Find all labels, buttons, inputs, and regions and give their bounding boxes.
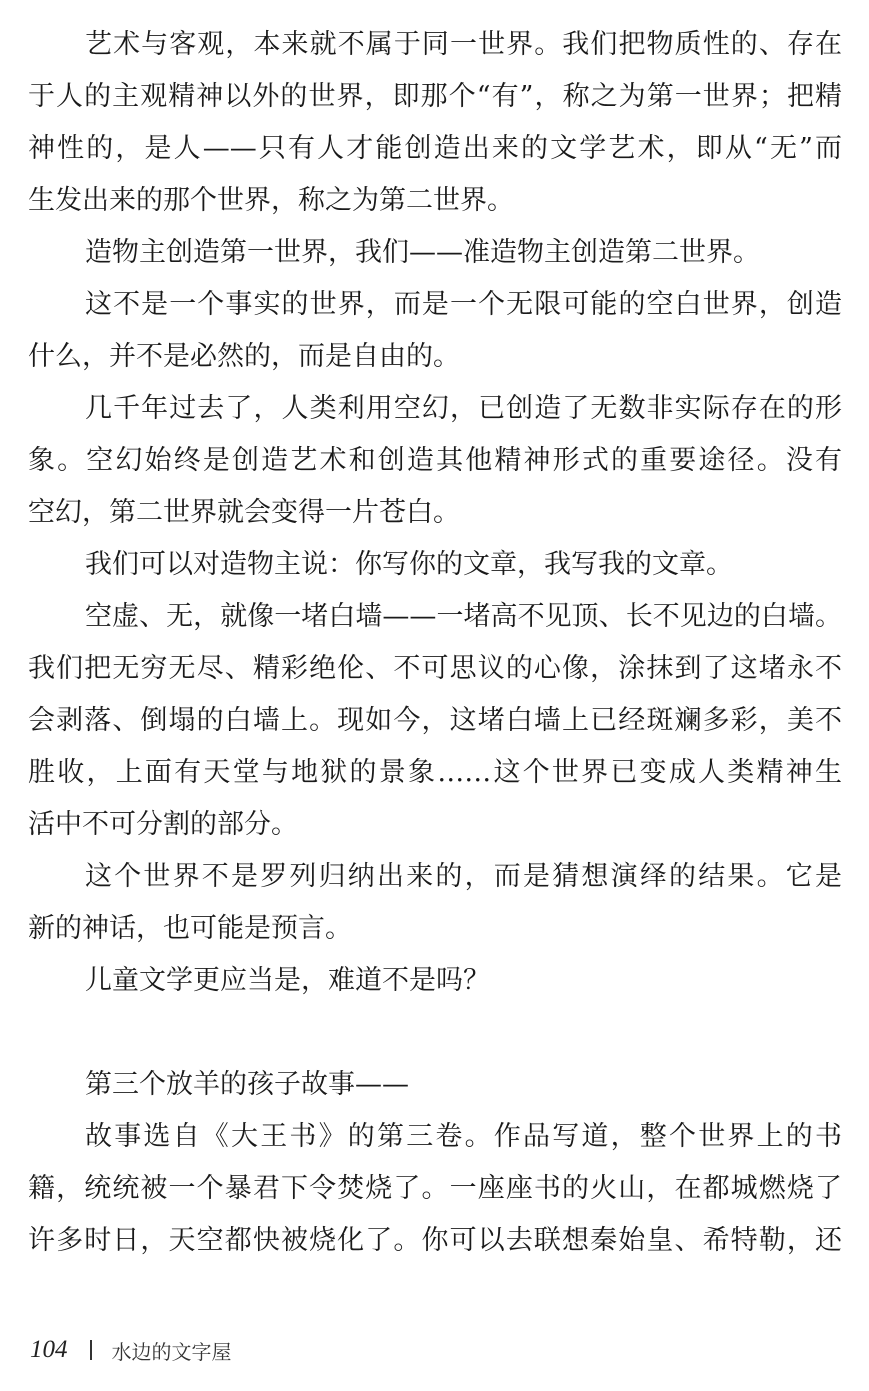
text-line: 新的神话，也可能是预言。	[28, 913, 352, 944]
paragraph	[28, 279, 842, 383]
body-text	[28, 19, 842, 1267]
text-line: 生发出来的那个世界，称之为第二世界。	[28, 185, 514, 216]
text-line: 几千年过去了，人类利用空幻，已创造了无数非实际存在的形	[85, 393, 842, 424]
section-heading: 第三个放羊的孩子故事——	[85, 1069, 409, 1100]
text-line: 胜收，上面有天堂与地狱的景象……这个世界已变成人类精神生	[28, 757, 842, 788]
text-line: 活中不可分割的部分。	[28, 809, 298, 840]
footer-divider	[90, 1340, 92, 1360]
text-line: 故事选自《大王书》的第三卷。作品写道，整个世界上的书	[85, 1121, 842, 1152]
text-line: 神性的，是人——只有人才能创造出来的文学艺术，即从“无”而	[28, 133, 842, 164]
paragraph	[28, 539, 842, 591]
text-line: 空虚、无，就像一堵白墙——一堵高不见顶、长不见边的白墙。	[85, 601, 842, 632]
text-line: 什么，并不是必然的，而是自由的。	[28, 341, 460, 372]
text-line: 这不是一个事实的世界，而是一个无限可能的空白世界，创造	[85, 289, 842, 320]
text-line: 我们可以对造物主说：你写你的文章，我写我的文章。	[85, 549, 733, 580]
text-line: 儿童文学更应当是，难道不是吗？	[85, 965, 490, 996]
paragraph	[28, 227, 842, 279]
text-line: 籍，统统被一个暴君下令焚烧了。一座座书的火山，在都城燃烧了	[28, 1173, 842, 1204]
blank-line	[28, 1007, 842, 1059]
page-number: 104	[30, 1336, 68, 1363]
paragraph	[28, 851, 842, 955]
paragraph	[28, 955, 842, 1007]
text-line: 空幻，第二世界就会变得一片苍白。	[28, 497, 460, 528]
paragraph	[28, 591, 842, 851]
text-line: 会剥落、倒塌的白墙上。现如今，这堵白墙上已经斑斓多彩，美不	[28, 705, 842, 736]
paragraph	[28, 1111, 842, 1267]
paragraph	[28, 383, 842, 539]
book-title: 水边的文字屋	[111, 1339, 232, 1364]
text-line: 我们把无穷无尽、精彩绝伦、不可思议的心像，涂抹到了这堵永不	[28, 653, 842, 684]
text-line: 于人的主观精神以外的世界，即那个“有”，称之为第一世界；把精	[28, 81, 842, 112]
text-line: 艺术与客观，本来就不属于同一世界。我们把物质性的、存在	[85, 29, 842, 60]
text-line: 象。空幻始终是创造艺术和创造其他精神形式的重要途径。没有	[28, 445, 842, 476]
text-line: 造物主创造第一世界，我们——准造物主创造第二世界。	[85, 237, 760, 268]
paragraph	[28, 19, 842, 227]
page-footer	[30, 1334, 232, 1366]
text-line: 这个世界不是罗列归纳出来的，而是猜想演绎的结果。它是	[85, 861, 842, 892]
text-line: 许多时日，天空都快被烧化了。你可以去联想秦始皇、希特勒，还	[28, 1225, 842, 1256]
